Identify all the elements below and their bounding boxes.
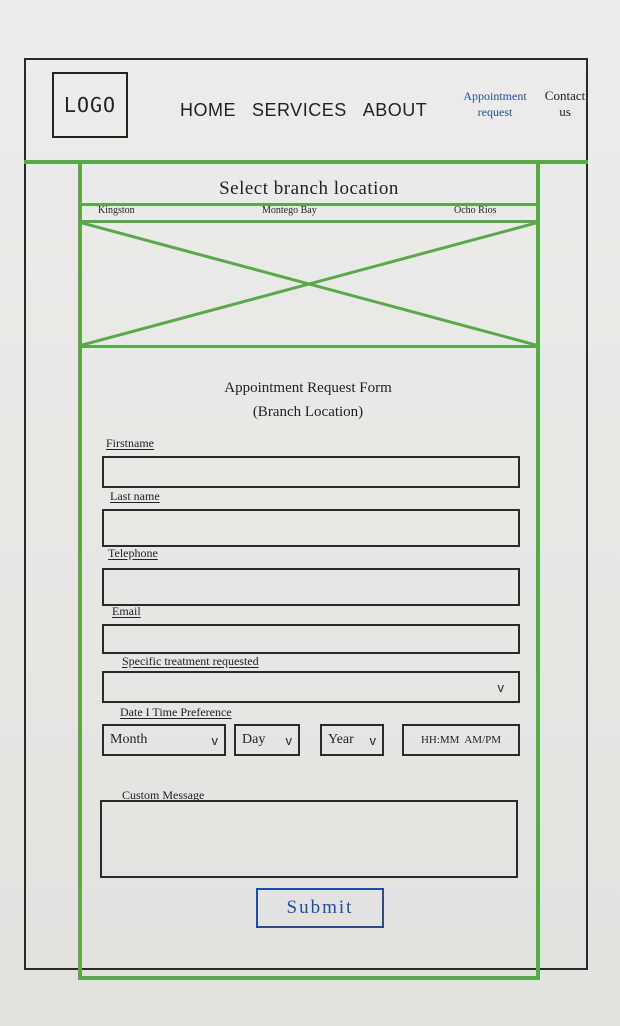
nav-home[interactable]: HOME	[180, 100, 236, 120]
year-select[interactable]	[320, 724, 384, 756]
nav-appointment-line1: Appointment	[463, 89, 527, 103]
form-title-line2: (Branch Location)	[252, 404, 364, 420]
treatment-label: Specific treatment requested	[122, 654, 259, 668]
last-name-label: Last name	[110, 489, 160, 503]
last-name-input[interactable]	[102, 509, 520, 547]
day-value: Day	[242, 732, 266, 747]
date-time-label: Date I Time Preference	[120, 705, 232, 719]
logo[interactable]	[52, 72, 128, 138]
map-divider	[82, 345, 536, 348]
chevron-down-icon: v	[369, 732, 376, 748]
branch-section-title: Select branch location	[219, 178, 399, 199]
day-select[interactable]	[234, 724, 300, 756]
nav-contact-line1: Contact	[544, 88, 586, 103]
chevron-down-icon: v	[211, 732, 218, 748]
nav-services[interactable]: SERVICES	[252, 100, 347, 120]
telephone-input[interactable]	[102, 568, 520, 606]
submit-button[interactable]: Submit	[256, 888, 384, 928]
email-label: Email	[112, 604, 141, 618]
first-name-label: Firstname	[106, 436, 154, 450]
form-title-line1: Appointment Request Form	[224, 380, 392, 396]
nav-about[interactable]: ABOUT	[362, 100, 428, 120]
branch-ocho-rios[interactable]: Ocho Rios	[454, 205, 497, 216]
month-select[interactable]	[102, 724, 226, 756]
message-label: Custom Message	[122, 788, 205, 802]
nav-appointment-line2: request	[477, 105, 513, 119]
month-value: Month	[110, 732, 148, 747]
branch-kingston[interactable]: Kingston	[98, 205, 135, 216]
branch-montego-bay[interactable]: Montego Bay	[262, 205, 317, 216]
email-input[interactable]	[102, 624, 520, 654]
form-title	[158, 376, 458, 424]
time-value: HH:MM AM/PM	[420, 734, 502, 746]
time-input[interactable]	[402, 724, 520, 756]
chevron-down-icon: v	[285, 732, 292, 748]
main-nav	[180, 100, 427, 121]
nav-contact-us[interactable]	[540, 88, 590, 120]
nav-appointment-request[interactable]	[456, 88, 534, 120]
chevron-down-icon: v	[497, 679, 504, 695]
treatment-select[interactable]	[102, 671, 520, 703]
logo-text: LOGO	[63, 93, 117, 117]
custom-message-textarea[interactable]	[100, 800, 518, 878]
map-placeholder	[82, 223, 536, 345]
nav-contact-line2: us	[559, 104, 571, 119]
year-value: Year	[328, 732, 354, 747]
telephone-label: Telephone	[108, 546, 158, 560]
first-name-input[interactable]	[102, 456, 520, 488]
